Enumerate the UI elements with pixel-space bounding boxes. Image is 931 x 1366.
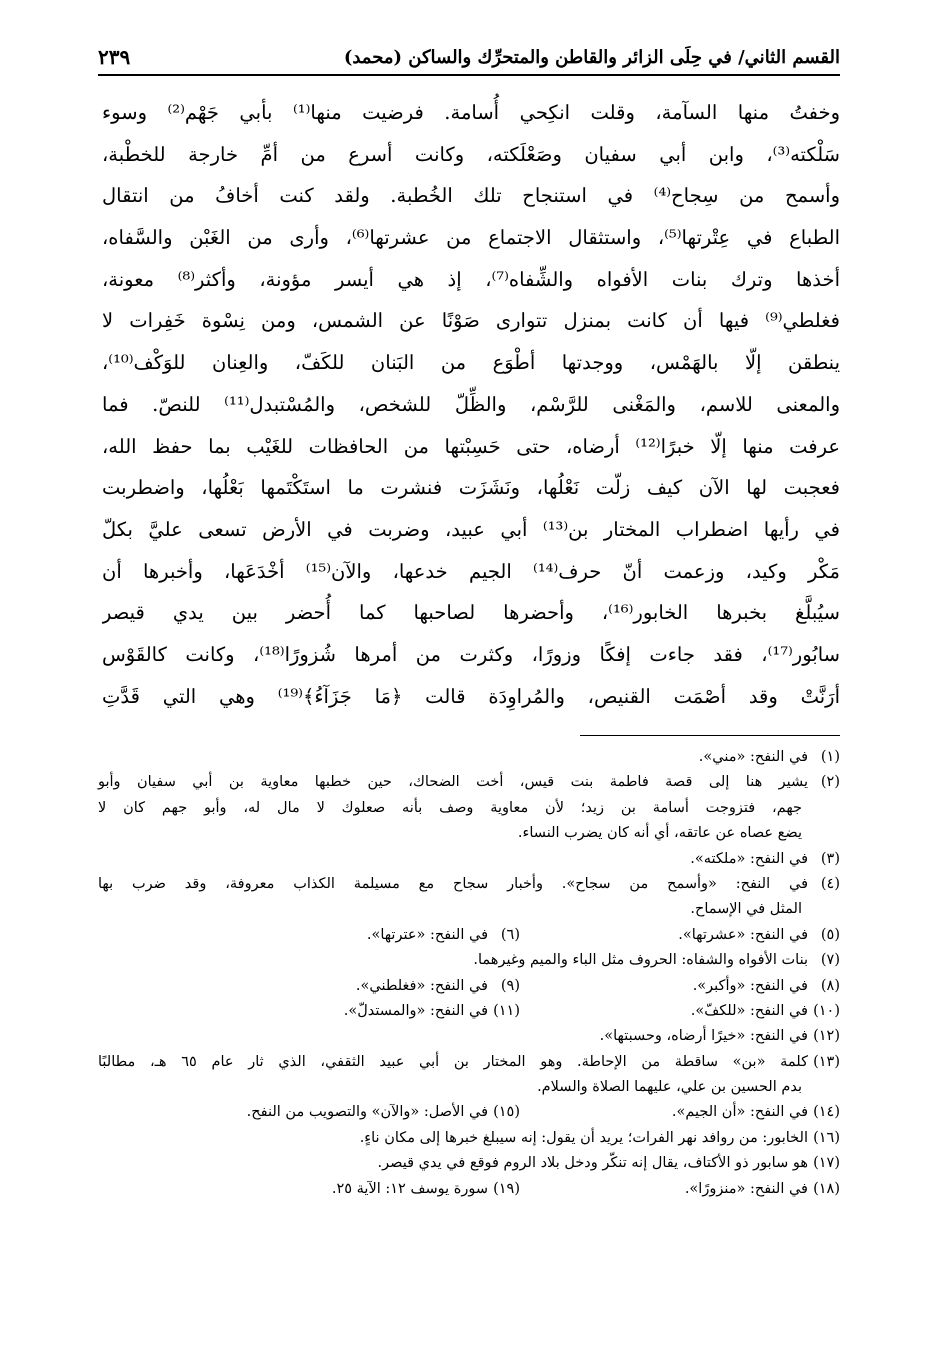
footnote-number: (٩) xyxy=(500,977,520,994)
footnote xyxy=(332,1177,520,1202)
footnote-number: (١٠) xyxy=(813,1002,840,1019)
footnote-text: في النفح: «وأسمح من سجاح». وأخبار سجاح مع مسيلمة الكذاب معروفة، وقد ضرب بها xyxy=(98,875,808,892)
footnote xyxy=(520,1177,840,1202)
footnote xyxy=(356,974,520,999)
footnote xyxy=(98,872,840,897)
footnote xyxy=(98,770,840,795)
footnote xyxy=(520,974,840,999)
main-text xyxy=(102,92,840,717)
footnote xyxy=(520,999,840,1024)
footnote-number: (٢) xyxy=(820,774,840,791)
text-line: سابُور⁽¹⁷⁾، فقد جاءت إفكًا وزورًا، وكثرت من أمرها شُزورًا⁽¹⁸⁾، وكانت كالقَوْس xyxy=(102,642,840,666)
footnote xyxy=(699,745,840,770)
footnote xyxy=(473,948,840,973)
footnote-number: (٥) xyxy=(820,926,840,943)
text-line: ينطقن إلّا بالهَمْس، ووجدتها أطْوَع من البَنان للكَفّ، والعِنان للوَكْف⁽¹⁰⁾، xyxy=(102,351,840,375)
text-line: مَكْر وكيد، وزعمت أنّ حرف⁽¹⁴⁾ الجيم خدعها، والآن⁽¹⁵⁾ أخْدَعَها، وأخبرها أن xyxy=(102,559,840,583)
footnote xyxy=(344,999,520,1024)
footnote-text: هو سابور ذو الأكتاف، يقال إنه تنكّر ودخل بلاد الروم فوقع في يدي قيصر. xyxy=(377,1155,808,1172)
text-line: والمعنى للاسم، والمَغْنى للرَّسْم، والظِّلّ للشخص، والمُسْتبدل⁽¹¹⁾ للنصّ. فما xyxy=(102,392,840,416)
footnote xyxy=(690,847,840,872)
footnote-number: (١٥) xyxy=(493,1104,520,1121)
footnote-number: (٦) xyxy=(500,926,520,943)
text-line: في رأيها اضطراب المختار بن⁽¹³⁾ أبي عبيد، وضربت في الأرض تسعى عليَّ بكلّ xyxy=(102,517,840,541)
footnote-text: في النفح: «مني». xyxy=(698,749,808,765)
footnote xyxy=(520,923,840,948)
footnote-separator xyxy=(580,735,840,736)
page-header xyxy=(98,40,840,76)
footnote xyxy=(520,1100,840,1125)
footnote xyxy=(378,1151,840,1176)
footnote xyxy=(98,1050,840,1075)
text-line: فغلطي⁽⁹⁾ فيها أن كانت بمنزل تتوارى صَوْنًا عن الشمس، ومن نِسْوة خَفِرات لا xyxy=(102,309,840,333)
page-number: ٢٣٩ xyxy=(98,45,131,69)
text-line: سيُبلَّغ بخبرها الخابور⁽¹⁶⁾، وأحضرها لصاحبها كما أُحضر بين يدي قيصر xyxy=(102,601,840,625)
footnote xyxy=(360,1126,840,1151)
footnote-text: في النفح: «عترتها». xyxy=(366,926,488,943)
text-line: فعجبت لها الآن كيف زلّت نَعْلُها، ونَشَزَت فنشرت ما استَكْتَمها بَعْلُها، واضطربت xyxy=(102,476,840,500)
footnote-text: الخابور: من روافد نهر الفرات؛ يريد أن يقول: إنه سيبلغ خبرها إلى مكان ناءٍ. xyxy=(359,1129,808,1146)
footnote-text: في النفح: «خيرًا أرضاه، وحسبتها». xyxy=(599,1028,808,1045)
footnote xyxy=(247,1100,520,1125)
footnote-text: في النفح: «أن الجيم». xyxy=(671,1104,808,1121)
footnote-text: في الأصل: «والآن» والتصويب من النفح. xyxy=(246,1104,488,1121)
footnote-text: في النفح: «ملكته». xyxy=(690,850,808,867)
footnote-continuation: بدم الحسين بن علي، عليهما الصلاة والسلام. xyxy=(537,1079,802,1096)
footnote-text: في النفح: «منزورًا». xyxy=(684,1180,808,1197)
footnote-number: (١٨) xyxy=(813,1180,840,1197)
footnote-continuation: جهم، فتزوجت أسامة بن زيد؛ لأن معاوية وصف بأنه صعلوك لا مال له، وأبو جهم كان لا xyxy=(98,799,802,816)
text-line: عرفت منها إلّا خبرًا⁽¹²⁾ أرضاه، حتى حَسِبْتها من الحافظات للغَيْب بما حفظ الله، xyxy=(102,434,840,458)
footnote-number: (١) xyxy=(820,749,840,765)
footnote-number: (١٢) xyxy=(813,1028,840,1045)
running-title: القسم الثاني/ في حِلَى الزائر والقاطن والمتحرِّك والساكن (محمد) xyxy=(343,46,840,68)
footnote-number: (١٩) xyxy=(493,1180,520,1197)
footnote-number: (٧) xyxy=(820,952,840,969)
footnote-number: (١١) xyxy=(493,1002,520,1019)
footnote-number: (٨) xyxy=(820,977,840,994)
text-line: الطباع في عِتْرتها⁽⁵⁾، واستثقال الاجتماع من عشرتها⁽⁶⁾، وأرى من الغَبْن والسَّفاه، xyxy=(102,226,840,250)
footnote-text: سورة يوسف ١٢: الآية ٢٥. xyxy=(331,1180,488,1197)
text-line: سَلْكته⁽³⁾، وابن أبي سفيان وصَعْلَكته، وكانت أسرع من أمِّ خارجة للخطْبة، xyxy=(102,142,840,166)
footnote xyxy=(600,1024,840,1049)
footnote-number: (١٣) xyxy=(813,1053,840,1070)
footnote-number: (٤) xyxy=(820,875,840,892)
footnote-number: (١٧) xyxy=(813,1155,840,1172)
footnote-text: في النفح: «للكفّ». xyxy=(690,1002,808,1019)
footnote-number: (١٤) xyxy=(813,1104,840,1121)
footnote-text: يشير هنا إلى قصة فاطمة بنت قيس، أخت الضحاك، حين خطبها معاوية بن أبي سفيان وأبو xyxy=(98,774,808,791)
footnote xyxy=(367,923,520,948)
footnote-text: في النفح: «عشرتها». xyxy=(678,926,808,943)
footnote-text: بنات الأفواه والشفاه: الحروف مثل الباء والميم وغيرهما. xyxy=(473,952,808,969)
footnote-text: في النفح: «وأكبر». xyxy=(692,977,808,994)
text-line: وخفتُ منها السآمة، وقلت انكِحي أُسامة. فرضيت منها⁽¹⁾ بأبي جَهْم⁽²⁾ وسوء xyxy=(102,101,840,124)
text-line: أخذها وترك بنات الأفواه والشِّفاه⁽⁷⁾، إذ هي أيسر مؤونة، وأكثر⁽⁸⁾ معونة، xyxy=(102,267,840,291)
footnote-text: في النفح: «فغلطني». xyxy=(355,977,488,994)
footnotes xyxy=(98,745,840,1202)
footnote-text: كلمة «بن» ساقطة من الإحاطة. وهو المختار بن أبي عبيد الثقفي، الذي ثار عام ٦٥ هـ، مطالبًا xyxy=(98,1053,808,1070)
footnote-text: في النفح: «والمستدلّ». xyxy=(343,1002,488,1019)
footnote-number: (٣) xyxy=(820,850,840,867)
text-line: أرَنَّتْ وقد أصْمَت القنيص، والمُراوِدَة قالت ﴿مَا جَزَآءُ﴾⁽¹⁹⁾ وهي التي قَدَّتِ xyxy=(102,684,840,708)
footnote-continuation: المثل في الإسماح. xyxy=(690,901,802,918)
footnote-number: (١٦) xyxy=(813,1129,840,1146)
text-line: وأسمح من سِجاح⁽⁴⁾ في استنجاح تلك الخُطبة. ولقد كنت أخافُ من انتقال xyxy=(102,184,840,208)
footnote-continuation: يضع عصاه عن عاتقه، أي أنه كان يضرب النساء. xyxy=(517,825,802,842)
